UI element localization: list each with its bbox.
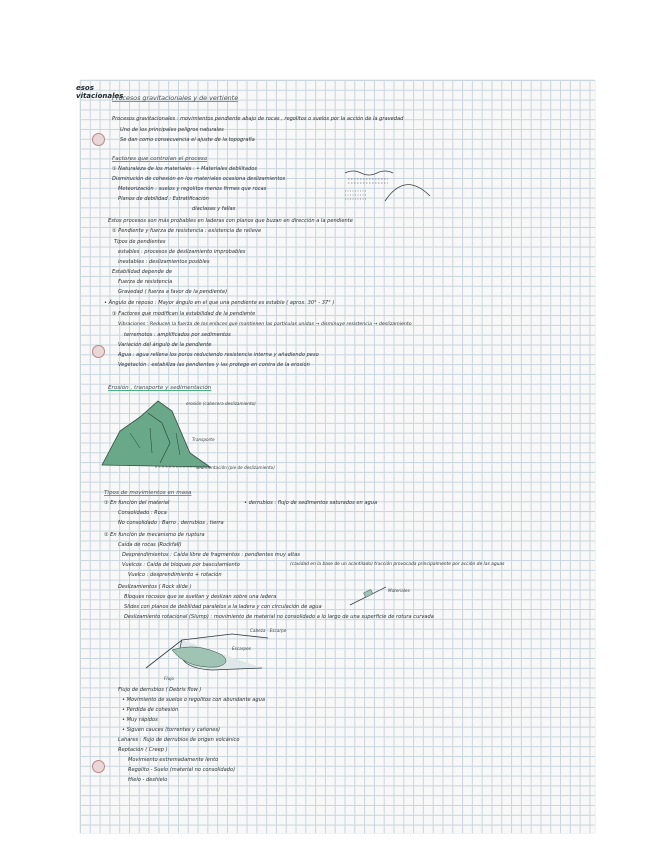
- note-line: ③ Factores que modifican la estabilidad de la pendiente: [112, 311, 256, 317]
- note-line: Deslizamientos ( Rock slide ): [118, 584, 192, 590]
- intro-line: Se dan como consecuencia el ajuste de la topografía: [120, 137, 255, 143]
- corner-title-line: esos: [76, 84, 94, 92]
- intro-line: Procesos gravitacionales : movimientos pendiente abajo de rocas , regolitos o suelos por la acción de la gravedad: [112, 116, 404, 122]
- page-title: Procesos gravitacionales y de vertiente: [112, 94, 239, 102]
- section-heading: Erosión , transporte y sedimentación: [108, 385, 212, 391]
- section-heading: Tipos de movimientos en masa: [104, 490, 192, 496]
- note-line: Tipos de pendientes: [114, 239, 166, 245]
- note-line: (cavidad en la base de un acantilado) tracción provocada principalmente por acción de las aguas: [290, 562, 505, 567]
- diagram-label: Flujo: [164, 676, 174, 681]
- note-line: • derrubios : flujo de sedimentos saturados en agua: [244, 500, 378, 506]
- note-line: Lahares : flujo de derrubios de origen volcánico: [118, 737, 240, 743]
- punch-hole: [92, 133, 105, 146]
- note-line: Estos procesos son más probables en laderas con planos que buzan en dirección a la pendiente: [108, 218, 353, 224]
- note-line: Gravedad ( fuerza a favor de la pendiente): [118, 289, 228, 295]
- intro-line: Uno de los principales peligros naturales: [120, 127, 224, 133]
- note-line: Vibraciones : Reducen la fuerza de los enlaces que mantienen las partículas unidas → disminuye resistencia → deslizamiento: [118, 322, 412, 327]
- note-line: No consolidado : Barro , derrubios , tierra: [118, 520, 224, 526]
- diagram-label: Cabeza - Escarpe: [250, 628, 287, 633]
- note-line: Regolito - Suelo (material no consolidado): [128, 767, 236, 773]
- note-line: Slides con planos de debilidad paralelos a la ladera y con circulación de agua: [124, 604, 322, 610]
- note-line: Reptación ( Creep ): [118, 747, 168, 753]
- corner-title-line: vitacionales: [76, 92, 124, 100]
- diagram-label: Materiales: [388, 588, 410, 593]
- diagram-label: sedimentación (pie de deslizamiento): [196, 465, 275, 470]
- section-heading: Factores que controlan el proceso: [112, 156, 208, 162]
- punch-hole: [92, 760, 105, 773]
- note-line: ② En función de mecanismo de ruptura: [104, 532, 205, 538]
- note-line: • Pérdida de cohesión: [122, 707, 179, 713]
- note-line: Variación del ángulo de la pendiente: [118, 342, 212, 348]
- rock-slide-sketch: [348, 585, 388, 607]
- slope-sketch: [340, 165, 450, 215]
- note-line: diaclasas y fallas: [192, 206, 236, 212]
- note-line: Vuelco : desprendimiento + rotación: [128, 572, 222, 578]
- note-line: Agua : agua rellena los poros reduciendo resistencia interna y añadiendo peso: [118, 352, 319, 358]
- note-line: ① En función del material: [104, 500, 170, 506]
- note-line: Movimiento extremadamente lento: [128, 757, 219, 763]
- note-line: Vuelcos : Caída de bloques por basculamiento: [122, 562, 240, 568]
- diagram-label: Escarpes: [232, 646, 251, 651]
- note-line: Disminución de cohesión en los materiales ocasiona deslizamientos: [112, 176, 286, 182]
- note-line: estables : procesos de deslizamiento improbables: [118, 249, 246, 255]
- note-line: Estabilidad depende de: [112, 269, 172, 275]
- diagram-label: Transporte: [192, 437, 215, 442]
- note-line: • Muy rápidos: [122, 717, 158, 723]
- diagram-label: erosión (cabecera deslizamiento): [186, 401, 256, 406]
- note-line: Meteorización : suelos y regolitos menos firmes que rocas: [118, 186, 267, 192]
- note-line: Fuerza de resistencia: [118, 279, 173, 285]
- note-line: Vegetación : estabiliza las pendientes y las protege en contra de la erosión: [118, 362, 310, 368]
- note-line: Bloques rocosos que se sueltan y deslizan sobre una ladera: [124, 594, 277, 600]
- note-line: • Siguen cauces (torrentes y cañones): [122, 727, 221, 733]
- punch-hole: [92, 345, 105, 358]
- note-line: ① Naturaleza de los materiales : • Materiales debilitados: [112, 166, 258, 172]
- note-line: Caída de rocas (Rockfall): [118, 542, 182, 548]
- note-line: • Movimiento de suelos o regolitos con abundante agua: [122, 697, 265, 703]
- slump-sketch: [142, 628, 272, 678]
- note-line: Deslizamiento rotacional (Slump) : movimiento de material no consolidado a lo largo de una superficie de rotura curvada: [124, 614, 434, 620]
- note-line: Hielo - deshielo: [128, 777, 168, 783]
- note-line: • Ángulo de reposo : Mayor ángulo en el que una pendiente es estable ( aprox. 30° - 37° ): [104, 300, 335, 306]
- note-line: inestables : deslizamientos posibles: [118, 259, 210, 265]
- note-line: ② Pendiente y fuerza de resistencia : existencia de relieve: [112, 228, 262, 234]
- note-line: Consolidado : Roca: [118, 510, 167, 516]
- note-line: Desprendimientos : Caída libre de fragmentos : pendientes muy altas: [122, 552, 300, 558]
- note-line: Planos de debilidad : Estratificación: [118, 196, 209, 202]
- note-line: terremotos : amplificados por sedimentos: [124, 332, 231, 338]
- note-line: Flujo de derrubios ( Debris flow ): [118, 687, 202, 693]
